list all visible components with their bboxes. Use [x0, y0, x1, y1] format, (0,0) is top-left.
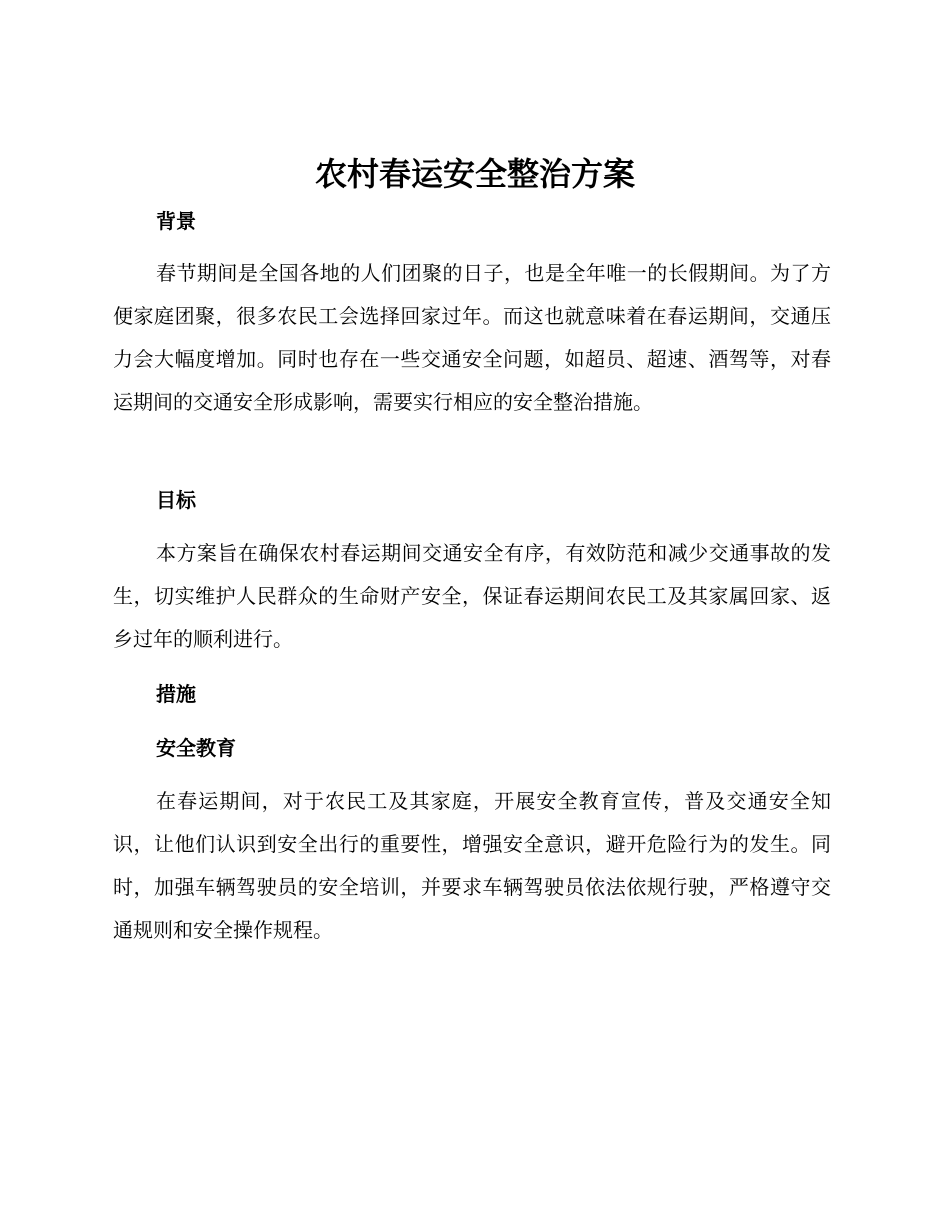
section-heading-goal: 目标	[156, 488, 196, 512]
section-body-goal: 本方案旨在确保农村春运期间交通安全有序，有效防范和减少交通事故的发生，切实维护人民群众的生命财产安全，保证春运期间农民工及其家属回家、返乡过年的顺利进行。	[113, 541, 831, 651]
subsection-body-safety-education: 在春运期间，对于农民工及其家庭，开展安全教育宣传，普及交通安全知识，让他们认识到安全出行的重要性，增强安全意识，避开危险行为的发生。同时，加强车辆驾驶员的安全培训，并要求车辆驾驶员依法依规行驶，严格遵守交通规则和安全操作规程。	[113, 789, 831, 942]
section-heading-background: 背景	[156, 209, 196, 233]
subsection-heading-safety-education: 安全教育	[156, 736, 236, 760]
document-title: 农村春运安全整治方案	[314, 155, 635, 193]
section-body-background: 春节期间是全国各地的人们团聚的日子，也是全年唯一的长假期间。为了方便家庭团聚，很多农民工会选择回家过年。而这也就意味着在春运期间，交通压力会大幅度增加。同时也存在一些交通安全问题，如超员、超速、酒驾等，对春运期间的交通安全形成影响，需要实行相应的安全整治措施。	[113, 261, 831, 414]
section-heading-measures: 措施	[156, 682, 196, 706]
